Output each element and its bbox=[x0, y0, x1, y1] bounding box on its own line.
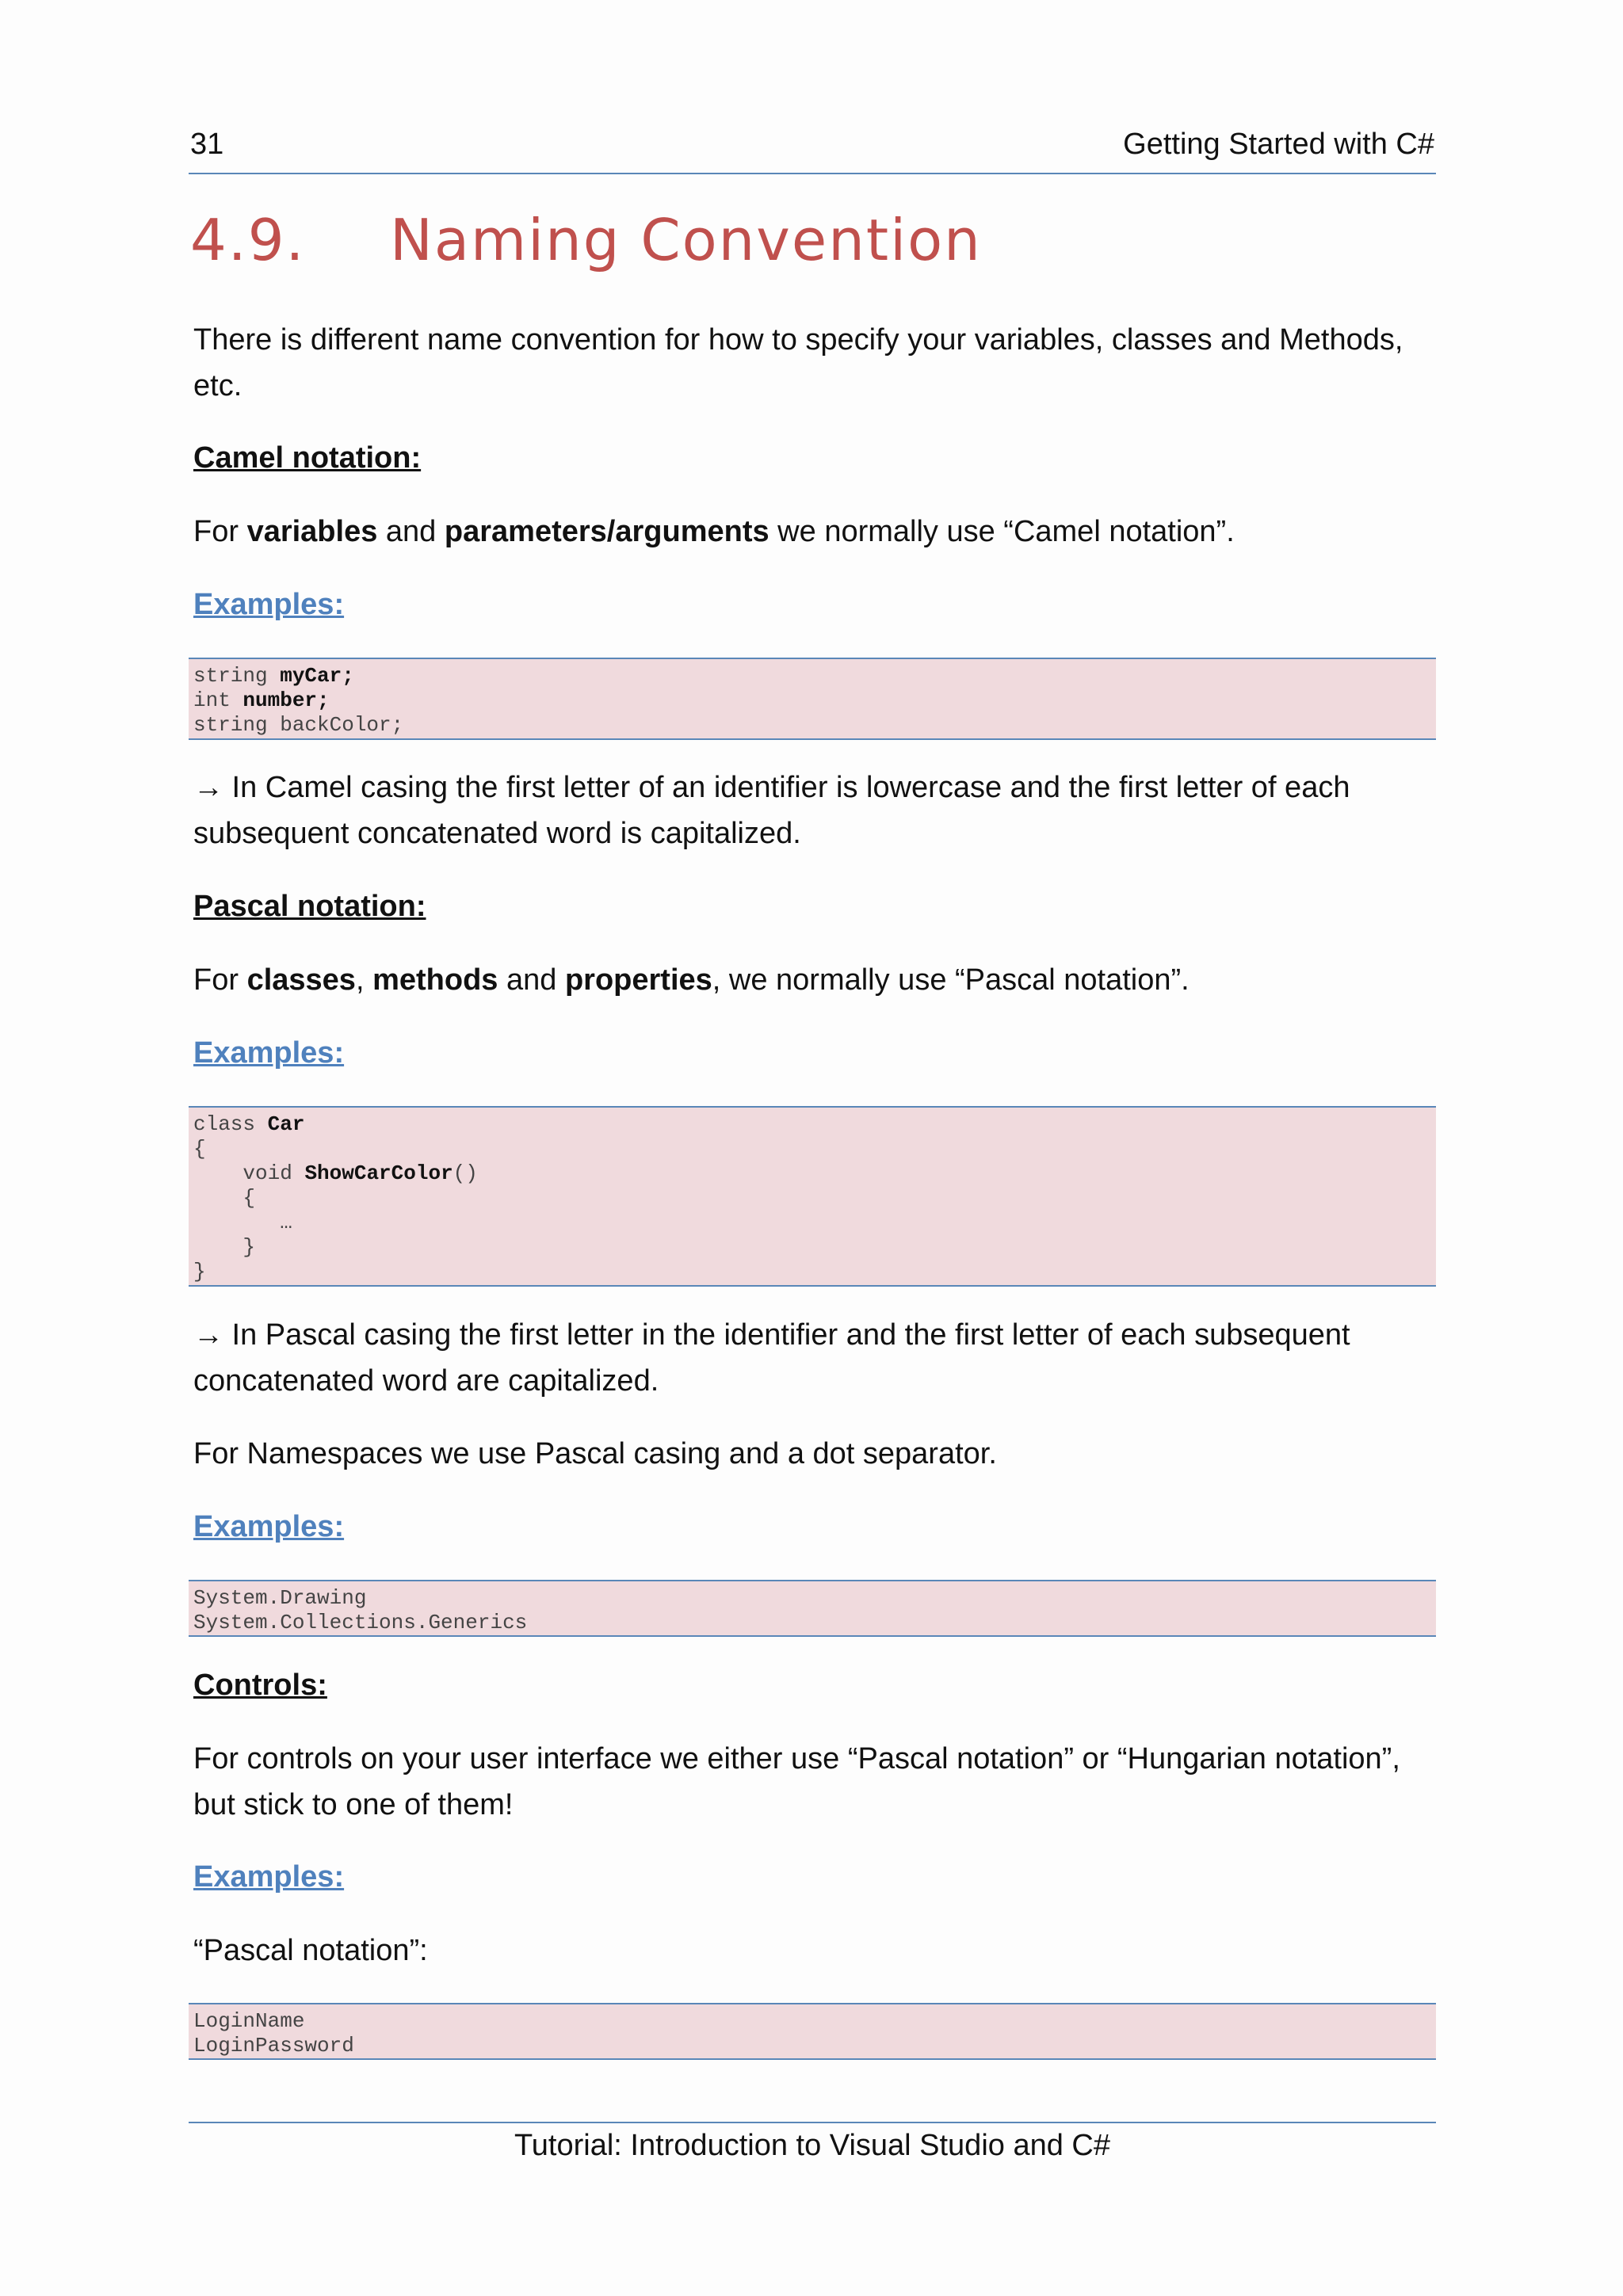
camel-paragraph: For variables and parameters/arguments we normally use “Camel notation”. bbox=[193, 515, 1235, 548]
controls-heading: Controls: bbox=[193, 1669, 327, 1702]
section-number: 4.9. bbox=[190, 207, 306, 273]
camel-heading: Camel notation: bbox=[193, 441, 422, 475]
controls-examples-label: Examples: bbox=[193, 1860, 345, 1894]
camel-note: → In Camel casing the first letter of an identifier is lowercase and the first letter of each subsequent concatenated word is capitalized. bbox=[193, 771, 1350, 850]
running-title: Getting Started with C# bbox=[1123, 128, 1434, 161]
keyword-parameters: parameters/arguments bbox=[444, 515, 769, 548]
pascal-note: → In Pascal casing the first letter in the identifier and the first letter of each subsequent concatenated word are capitalized. bbox=[193, 1318, 1350, 1398]
namespaces-paragraph: For Namespaces we use Pascal casing and a dot separator. bbox=[193, 1437, 997, 1470]
section-title-text: Naming Convention bbox=[390, 207, 982, 273]
pascal-code-block bbox=[189, 1106, 1436, 1287]
keyword-properties: properties bbox=[564, 963, 712, 997]
pascal-heading: Pascal notation: bbox=[193, 890, 426, 923]
code-line: string backColor; bbox=[193, 713, 404, 737]
code-line: { bbox=[193, 1137, 206, 1161]
namespaces-examples-label: Examples: bbox=[193, 1510, 345, 1543]
keyword-classes: classes bbox=[246, 963, 356, 997]
footer-rule bbox=[189, 2122, 1436, 2123]
pascal-paragraph: For classes, methods and properties, we normally use “Pascal notation”. bbox=[193, 963, 1190, 997]
code-line: } bbox=[193, 1260, 206, 1283]
header-rule bbox=[189, 173, 1436, 174]
code-line: System.Drawing bbox=[193, 1586, 367, 1610]
code-line: } bbox=[193, 1235, 256, 1259]
code-line: class Car bbox=[193, 1112, 305, 1136]
section-title bbox=[190, 204, 982, 276]
code-line: { bbox=[193, 1186, 256, 1210]
intro-paragraph: There is different name convention for how to specify your variables, classes and Methods, etc. bbox=[193, 323, 1403, 402]
page-footer: Tutorial: Introduction to Visual Studio and C# bbox=[514, 2129, 1110, 2162]
code-line: void ShowCarColor() bbox=[193, 1161, 478, 1185]
page-header bbox=[190, 124, 1434, 165]
keyword-methods: methods bbox=[372, 963, 498, 997]
controls-code-block bbox=[189, 2003, 1436, 2060]
keyword-variables: variables bbox=[246, 515, 378, 548]
page-number: 31 bbox=[190, 128, 224, 161]
code-line: LoginName bbox=[193, 2009, 305, 2033]
camel-examples-label: Examples: bbox=[193, 588, 345, 621]
pascal-examples-label: Examples: bbox=[193, 1036, 345, 1070]
camel-code-block bbox=[189, 658, 1436, 740]
code-line: string myCar; bbox=[193, 664, 354, 688]
code-line: int number; bbox=[193, 688, 330, 712]
code-line: System.Collections.Generics bbox=[193, 1611, 528, 1634]
controls-paragraph: For controls on your user interface we either use “Pascal notation” or “Hungarian notation”, but stick to one of them! bbox=[193, 1742, 1400, 1821]
pascal-notation-label: “Pascal notation”: bbox=[193, 1934, 428, 1967]
code-line: … bbox=[193, 1211, 292, 1234]
code-line: LoginPassword bbox=[193, 2034, 354, 2058]
namespaces-code-block bbox=[189, 1580, 1436, 1637]
